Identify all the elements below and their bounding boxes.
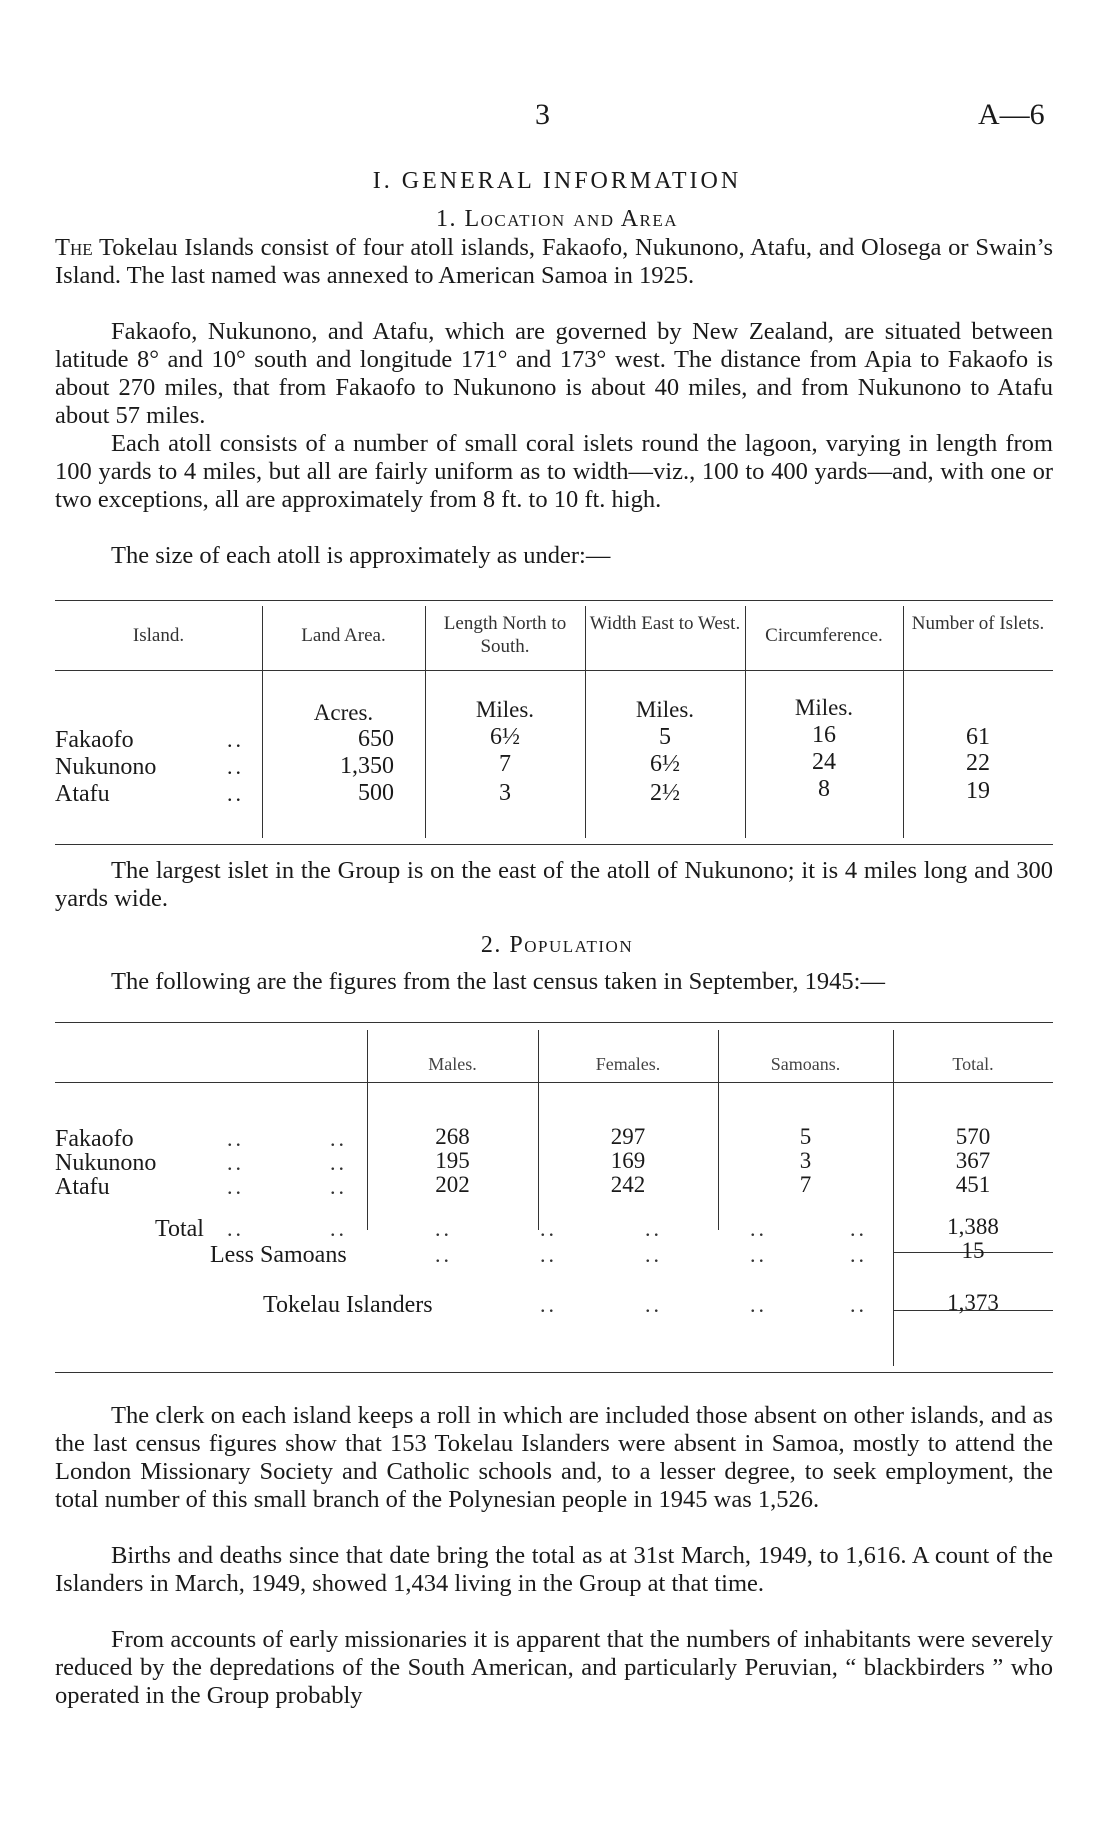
table2-total: 367 bbox=[955, 1148, 991, 1173]
table1-land-area: 500 bbox=[358, 780, 394, 806]
table2-final-value: 1,373 bbox=[947, 1290, 999, 1315]
table2-total-value: 1,388 bbox=[947, 1214, 999, 1239]
paragraph-roll: The clerk on each island keeps a roll in which are included those absent on other islands, and as the last census figures show that 153 Tokelau Islanders were absent in Samoa, mostly to attend the London Missionary Society and Catholic schools and, to a lesser degree, to seek employment, the total number of this small branch of the Polynesian people in 1945 was 1,526. bbox=[55, 1402, 1053, 1513]
table1-island-name: Fakaofo bbox=[55, 727, 134, 753]
leader-dots: .. bbox=[227, 754, 244, 779]
table1-header-length: Length North to South. bbox=[443, 613, 567, 657]
table1-unit-miles: Miles. bbox=[475, 697, 535, 722]
paragraph-size-intro: The size of each atoll is approximately as under:— bbox=[111, 542, 611, 569]
table1-header-width: Width East to West. bbox=[589, 613, 741, 634]
table1-unit-acres: Acres. bbox=[313, 700, 374, 725]
paragraph-births-deaths: Births and deaths since that date bring the total as at 31st March, 1949, to 1,616. A count of the Islanders in March, 1949, showed 1,434 living in the Group at that time. bbox=[55, 1542, 1053, 1597]
leader-dots: .. bbox=[435, 1216, 452, 1241]
table2-males: 195 bbox=[435, 1148, 470, 1173]
leader-dots: .. bbox=[645, 1242, 662, 1267]
table2-header-samoans: Samoans. bbox=[770, 1054, 841, 1074]
table1-circumference: 8 bbox=[818, 776, 830, 802]
table2-final-label: Tokelau Islanders bbox=[263, 1292, 433, 1318]
table2-total-label: Total bbox=[155, 1216, 204, 1242]
table1-island-name: Atafu bbox=[55, 781, 110, 807]
table1-header-island: Island. bbox=[132, 625, 185, 646]
table2-header-females: Females. bbox=[595, 1054, 661, 1074]
table1-circumference: 16 bbox=[812, 722, 836, 748]
leader-dots: .. bbox=[850, 1292, 867, 1317]
paragraph-intro-body: Tokelau Islands consist of four atoll islands, Fakaofo, Nukunono, Atafu, and Olosega or Swain’s Island. The last named was annexed to American Samoa in 1925. bbox=[55, 234, 1053, 289]
leader-dots: .. bbox=[227, 1150, 244, 1175]
table1-islets: 61 bbox=[966, 724, 990, 750]
paragraph-atolls: Each atoll consists of a number of small coral islets round the lagoon, varying in length from 100 yards to 4 miles, but all are fairly uniform as to width—viz., 100 to 400 yards—and, with one or two exceptions, all are approximately from 8 ft. to 10 ft. high. bbox=[55, 430, 1053, 513]
table1-land-area: 1,350 bbox=[340, 753, 394, 779]
section-heading-location: 1. Location and Area bbox=[435, 206, 679, 232]
leader-dots: .. bbox=[227, 781, 244, 806]
table2-total: 570 bbox=[955, 1124, 991, 1149]
table2-less-samoans-value: 15 bbox=[961, 1238, 985, 1263]
paragraph-missionaries: From accounts of early missionaries it is apparent that the numbers of inhabitants were severely reduced by the depredations of the South American, and particularly Peruvian, “ blackbirders ” who operated in the Group probably bbox=[55, 1626, 1053, 1709]
leader-dots: .. bbox=[227, 1174, 244, 1199]
table2-females: 242 bbox=[610, 1172, 646, 1197]
paragraph-census-intro: The following are the figures from the last census taken in September, 1945:— bbox=[111, 968, 885, 995]
leader-dots: .. bbox=[540, 1242, 557, 1267]
table1-length: 7 bbox=[499, 751, 511, 777]
leader-dots: .. bbox=[227, 727, 244, 752]
paragraph-intro-lead: The bbox=[55, 234, 93, 261]
leader-dots: .. bbox=[227, 1216, 244, 1241]
leader-dots: .. bbox=[330, 1174, 347, 1199]
table1-header-islets: Number of Islets. bbox=[911, 613, 1045, 634]
table2-samoans: 3 bbox=[799, 1148, 812, 1173]
leader-dots: .. bbox=[227, 1126, 244, 1151]
table2-island-name: Fakaofo bbox=[55, 1126, 134, 1152]
table1-island-name: Nukunono bbox=[55, 754, 157, 780]
leader-dots: .. bbox=[850, 1216, 867, 1241]
table1-header-land-area: Land Area. bbox=[301, 625, 386, 646]
page-reference: A—6 bbox=[978, 98, 1045, 131]
population-table bbox=[55, 1022, 1053, 1382]
table1-width: 5 bbox=[659, 724, 671, 750]
leader-dots: .. bbox=[750, 1216, 767, 1241]
table1-land-area: 650 bbox=[358, 726, 394, 752]
leader-dots: .. bbox=[645, 1292, 662, 1317]
leader-dots: .. bbox=[330, 1126, 347, 1151]
paragraph-largest-islet: The largest islet in the Group is on the east of the atoll of Nukunono; it is 4 miles long and 300 yards wide. bbox=[55, 857, 1053, 912]
table1-islets: 19 bbox=[966, 778, 990, 804]
table2-females: 297 bbox=[610, 1124, 646, 1149]
leader-dots: .. bbox=[850, 1242, 867, 1267]
table1-length: 3 bbox=[499, 780, 511, 806]
table2-samoans: 7 bbox=[799, 1172, 812, 1197]
table2-less-samoans-label: Less Samoans bbox=[210, 1242, 347, 1268]
table1-islets: 22 bbox=[966, 750, 990, 776]
table1-circumference: 24 bbox=[812, 749, 836, 775]
table2-header-males: Males. bbox=[428, 1054, 477, 1074]
table2-males: 202 bbox=[435, 1172, 470, 1197]
atoll-size-table bbox=[55, 600, 1053, 846]
leader-dots: .. bbox=[540, 1216, 557, 1241]
leader-dots: .. bbox=[750, 1292, 767, 1317]
leader-dots: .. bbox=[330, 1150, 347, 1175]
table1-width: 2½ bbox=[650, 780, 680, 806]
table1-header-circumference: Circumference. bbox=[765, 625, 883, 646]
main-heading: I. GENERAL INFORMATION bbox=[372, 168, 742, 194]
leader-dots: .. bbox=[540, 1292, 557, 1317]
section-heading-population: 2. Population bbox=[480, 932, 634, 958]
table1-unit-miles: Miles. bbox=[635, 697, 695, 722]
table2-samoans: 5 bbox=[799, 1124, 812, 1149]
table2-total: 451 bbox=[955, 1172, 991, 1197]
table1-length: 6½ bbox=[490, 724, 520, 750]
leader-dots: .. bbox=[330, 1216, 347, 1241]
paragraph-location: Fakaofo, Nukunono, and Atafu, which are governed by New Zealand, are situated between latitude 8° and 10° south and longitude 171° and 173° west. The distance from Apia to Fakaofo is about 270 miles, that from Fakaofo to Nukunono is about 40 miles, and from Nukunono to Atafu about 57 miles. bbox=[55, 318, 1053, 429]
table2-females: 169 bbox=[610, 1148, 646, 1173]
table2-header-total: Total. bbox=[952, 1054, 994, 1074]
table1-unit-miles: Miles. bbox=[794, 695, 854, 720]
table2-island-name: Nukunono bbox=[55, 1150, 157, 1176]
leader-dots: .. bbox=[750, 1242, 767, 1267]
leader-dots: .. bbox=[435, 1242, 452, 1267]
table2-island-name: Atafu bbox=[55, 1174, 110, 1200]
table2-males: 268 bbox=[435, 1124, 470, 1149]
paragraph-intro bbox=[55, 234, 1053, 290]
table1-width: 6½ bbox=[650, 751, 680, 777]
leader-dots: .. bbox=[645, 1216, 662, 1241]
page-number: 3 bbox=[535, 98, 550, 131]
